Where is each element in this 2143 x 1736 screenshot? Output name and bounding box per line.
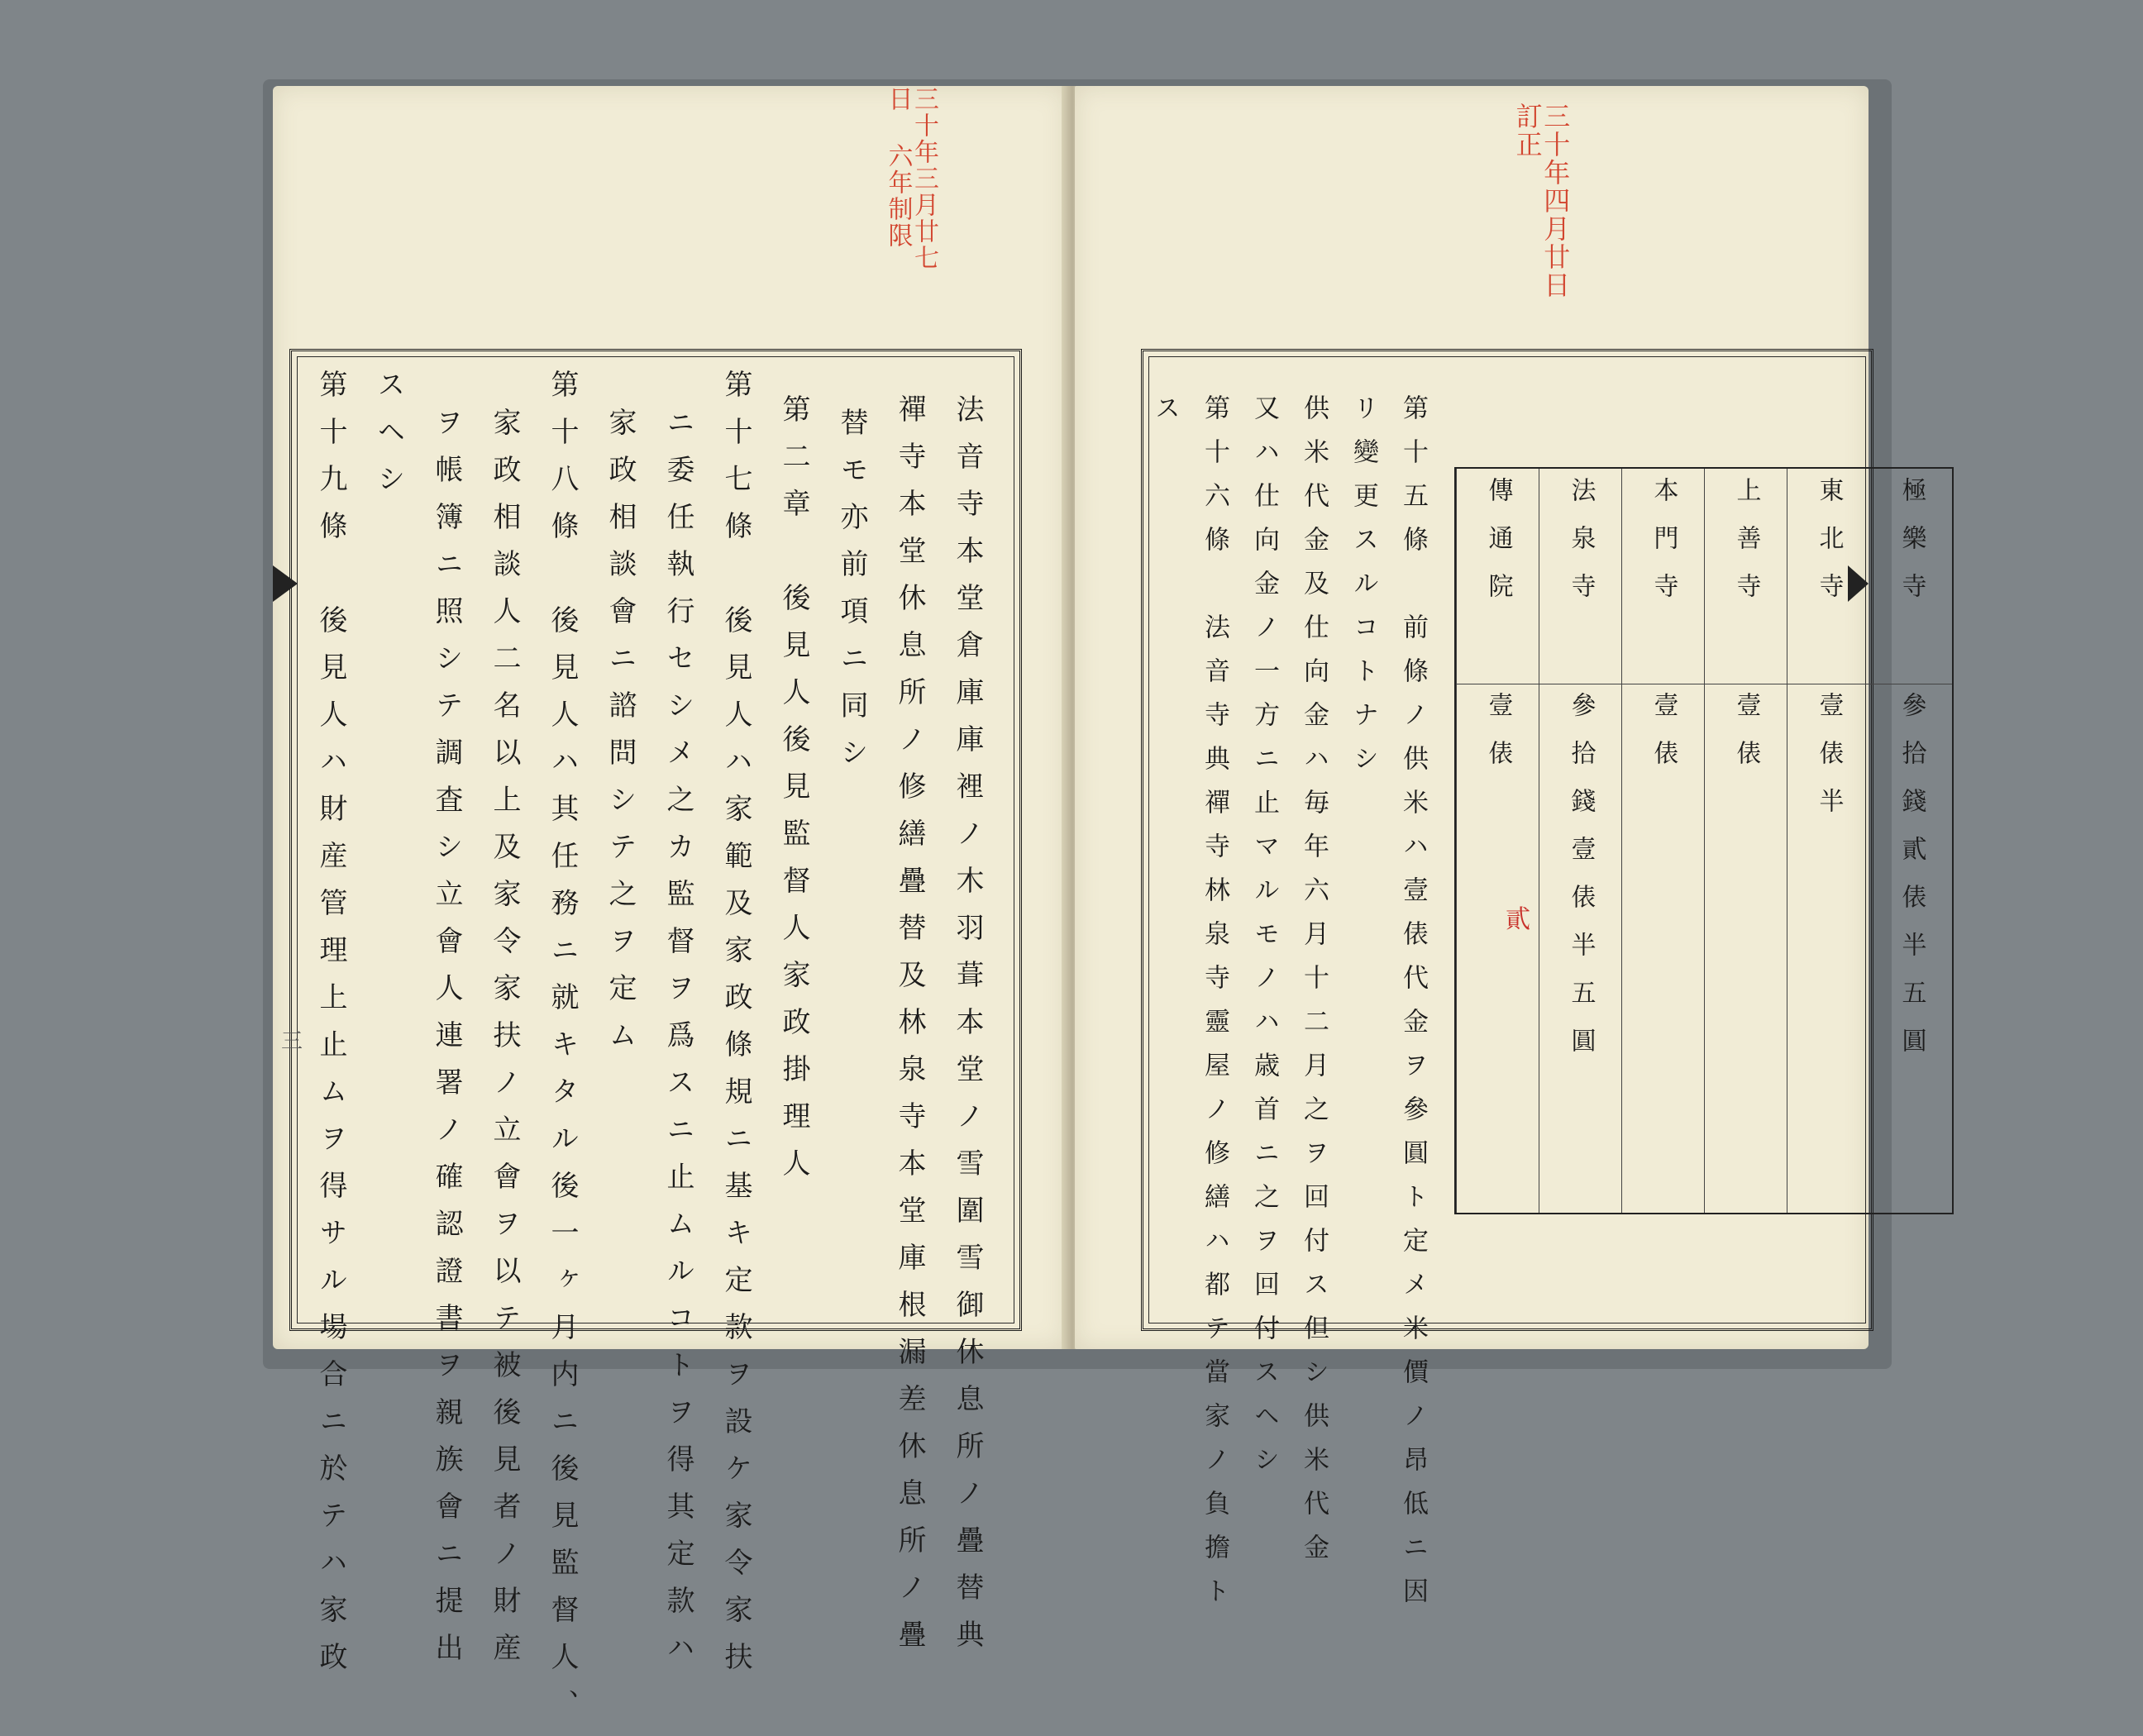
offering-amount: 壹俵 <box>1731 692 1761 788</box>
fee-table-column <box>1456 469 1539 1213</box>
left-text-frame <box>289 349 1022 1736</box>
left-text-column: スヘシ <box>372 370 405 511</box>
fee-table <box>1454 467 1954 1214</box>
left-text-column: 家政相談人二名以上及家令家扶ノ立會ヲ以テ被後見者ノ財産 <box>488 408 521 1680</box>
section-marker-right <box>1848 565 1869 602</box>
offering-amount: 壹俵 <box>1483 692 1513 788</box>
red-annotation-right: 三十年四月廿日訂正 <box>1511 103 1572 299</box>
temple-name: 傳通院 <box>1483 477 1513 621</box>
temple-name: 極樂寺 <box>1897 477 1926 621</box>
right-text-column: 第十六條 法音寺典禪寺林泉寺靈屋ノ修繕ハ都テ當家ノ負擔ト <box>1200 394 1229 1621</box>
red-note-line-1: 三十年三月廿七日 <box>883 86 938 271</box>
offering-amount: 壹俵半 <box>1814 692 1844 836</box>
left-text-column: 第十七條 後見人ハ家範及家政條規ニ基キ定款ヲ設ケ家令家扶 <box>719 370 752 1689</box>
left-page <box>273 86 1067 1736</box>
red-annotation-left <box>885 86 937 276</box>
temple-name: 法泉寺 <box>1566 477 1596 621</box>
page-number: 三 <box>281 1029 303 1054</box>
offering-amount: 參拾錢貳俵半五圓 <box>1897 692 1926 1075</box>
section-marker <box>273 565 298 602</box>
fee-table-column <box>1869 469 1952 1213</box>
temple-name: 本門寺 <box>1649 477 1678 621</box>
fee-table-column <box>1539 469 1621 1213</box>
fee-table-column <box>1704 469 1787 1213</box>
right-text-column: 又ハ仕向金ノ一方ニ止マルモノハ歳首ニ之ヲ回付スヘシ <box>1249 394 1279 1490</box>
right-text-columns <box>1143 370 1441 1621</box>
left-text-column: 替モ亦前項ニ同シ <box>835 408 868 785</box>
right-text-column: リ變更スルコトナシ <box>1348 394 1378 789</box>
left-text-column: 法音寺本堂倉庫庫裡ノ木羽葺本堂ノ雪圍雪御休息所ノ疊替典 <box>951 394 984 1667</box>
right-text-frame <box>1141 349 1926 1621</box>
temple-name: 東北寺 <box>1814 477 1844 621</box>
right-text-column: ス <box>1150 394 1180 438</box>
red-note-line-2: 六年制限 <box>883 143 913 249</box>
left-text-column: 家政相談會ニ諮問シテ之ヲ定ム <box>604 408 637 1067</box>
left-text-column: 第二章 後見人後見監督人家政掛理人 <box>777 394 810 1195</box>
left-text-column: ヲ帳簿ニ照シテ調査シ立會人連署ノ確認證書ヲ親族會ニ提出 <box>430 408 463 1680</box>
red-correction-mark: 貳 <box>1506 905 1530 934</box>
fee-table-column <box>1621 469 1704 1213</box>
left-text-columns <box>292 370 1019 1736</box>
left-text-column: 第十八條 後見人ハ其任務ニ就キタル後一ヶ月内ニ後見監督人、 <box>546 370 579 1736</box>
left-text-column: 禪寺本堂休息所ノ修繕疊替及林泉寺本堂庫根漏差休息所ノ疊 <box>893 394 926 1667</box>
offering-amount: 參拾錢壹俵半五圓 <box>1566 692 1596 1075</box>
temple-name: 上善寺 <box>1731 477 1761 621</box>
right-text-column: 第十五條 前條ノ供米ハ壹俵代金ヲ參圓ト定メ米價ノ昂低ニ因 <box>1398 394 1428 1621</box>
right-text-column: 供米代金及仕向金ハ毎年六月十二月之ヲ回付ス但シ供米代金 <box>1299 394 1329 1577</box>
right-page <box>1075 86 1926 1621</box>
offering-amount: 壹俵 <box>1649 692 1678 788</box>
left-text-column: ニ委任執行セシメ之カ監督ヲ爲スニ止ムルコトヲ得其定款ハ <box>661 408 694 1680</box>
left-text-column: 第十九條 後見人ハ財産管理上止ムヲ得サル場合ニ於テハ家政 <box>314 370 347 1689</box>
